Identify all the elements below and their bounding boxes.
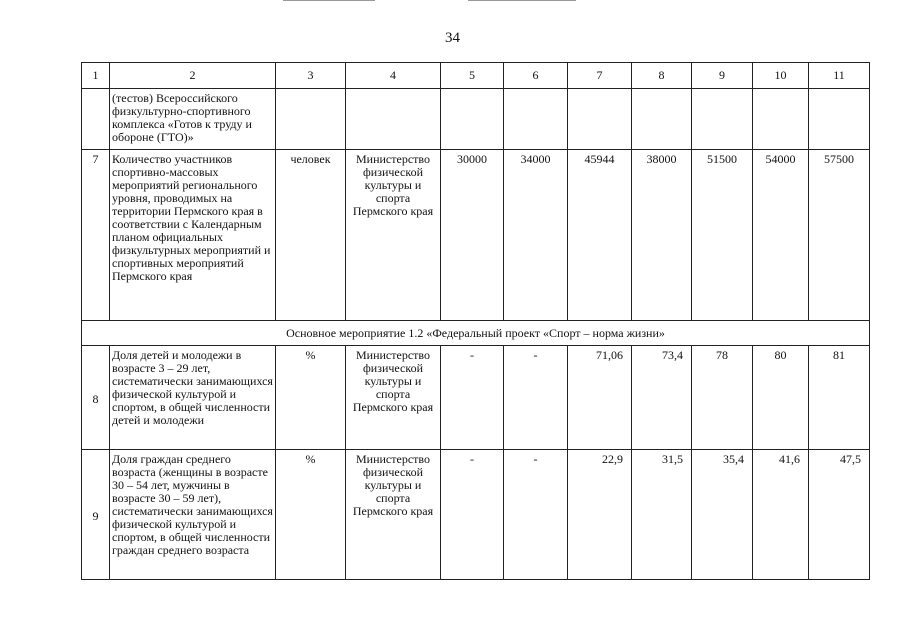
section-row [82,321,870,346]
unit-cell: % [276,346,346,450]
header-cell: 10 [753,63,809,89]
value-cell [692,89,753,150]
indicator-name-cell: Доля детей и молодежи в возрасте 3 – 29 лет, систематически занимающихся физической культурой и спортом, в общей численности детей и молодежи [110,346,276,450]
value-cell: 54000 [753,150,809,321]
table-row-9 [82,450,870,580]
header-cell: 1 [82,63,110,89]
value-cell: - [504,346,568,450]
row-number-cell: 9 [82,450,110,580]
unit-cell: человек [276,150,346,321]
value-cell: 47,5 [809,450,870,580]
value-cell: 35,4 [692,450,753,580]
section-title: Основное мероприятие 1.2 «Федеральный проект «Спорт – норма жизни» [82,321,870,346]
value-cell [632,89,692,150]
header-cell: 5 [441,63,504,89]
header-cell: 4 [346,63,441,89]
top-edge-line [468,0,576,1]
unit-cell [276,89,346,150]
column-number-header-row [82,63,870,89]
value-cell [753,89,809,150]
row-number-cell: 7 [82,150,110,321]
page-number: 34 [445,30,460,46]
header-cell: 8 [632,63,692,89]
top-edge-line [283,0,375,1]
value-cell [441,89,504,150]
value-cell: 41,6 [753,450,809,580]
value-cell: 78 [692,346,753,450]
header-cell: 2 [110,63,276,89]
organization-cell: Министерство физической культуры и спорта Пермского края [346,150,441,321]
header-cell: 9 [692,63,753,89]
organization-cell: Министерство физической культуры и спорта Пермского края [346,450,441,580]
table-row-7 [82,150,870,321]
value-cell: 22,9 [568,450,632,580]
value-cell: 30000 [441,150,504,321]
indicator-name-cell: Доля граждан среднего возраста (женщины в возрасте 30 – 54 лет, мужчины в возрасте 30 – 59 лет), систематически занимающихся физической культурой и спортом, в общей численности граждан среднего возраста [110,450,276,580]
organization-cell: Министерство физической культуры и спорта Пермского края [346,346,441,450]
value-cell: - [504,450,568,580]
header-cell: 6 [504,63,568,89]
value-cell: 71,06 [568,346,632,450]
row-number-cell: 8 [82,346,110,450]
value-cell: 45944 [568,150,632,321]
value-cell: 38000 [632,150,692,321]
unit-cell: % [276,450,346,580]
value-cell [809,89,870,150]
row-number-cell [82,89,110,150]
header-cell: 3 [276,63,346,89]
value-cell: 31,5 [632,450,692,580]
indicator-name-cell: Количество участников спортивно-массовых мероприятий регионального уровня, проводимых на территории Пермского края в соответствии с Календарным планом официальных физкультурных мероприятий и спортивных мероприятий Пермского края [110,150,276,321]
value-cell: 73,4 [632,346,692,450]
indicator-name-cell: (тестов) Всероссийского физкультурно-спортивного комплекса «Готов к труду и обороне (ГТО)» [110,89,276,150]
table-row-8 [82,346,870,450]
value-cell: - [441,450,504,580]
value-cell: 57500 [809,150,870,321]
value-cell: - [441,346,504,450]
indicators-table [81,62,870,580]
table-row-continuation [82,89,870,150]
value-cell: 80 [753,346,809,450]
organization-cell [346,89,441,150]
value-cell: 51500 [692,150,753,321]
header-cell: 11 [809,63,870,89]
value-cell [504,89,568,150]
value-cell: 34000 [504,150,568,321]
header-cell: 7 [568,63,632,89]
value-cell: 81 [809,346,870,450]
value-cell [568,89,632,150]
